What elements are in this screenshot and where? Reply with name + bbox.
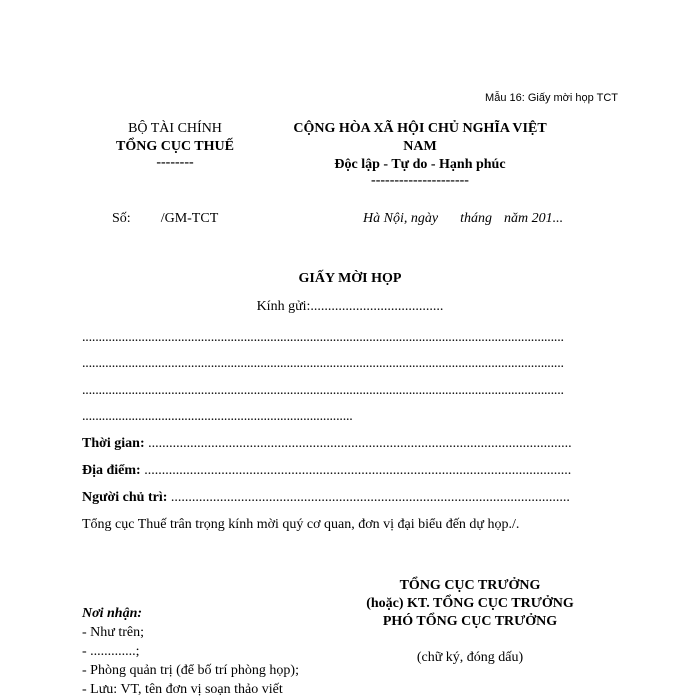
national-header	[280, 120, 560, 188]
location-field	[82, 463, 571, 479]
ministry-separator: --------	[156, 155, 194, 170]
blank-line: ..................................................................................	[82, 409, 353, 424]
chair-label: Người chủ trì:	[82, 490, 168, 505]
recipients-heading: Nơi nhận:	[82, 606, 143, 621]
location-label: Địa điểm:	[82, 463, 141, 478]
blank-line: ..................................................................................................................................................	[82, 383, 564, 398]
time-field	[82, 436, 572, 452]
signature-note: (chữ ký, đóng dấu)	[416, 650, 524, 665]
department-name: TỔNG CỤC THUẾ	[116, 139, 234, 154]
nation-name: CỘNG HÒA XÃ HỘI CHỦ NGHĨA VIỆT NAM	[293, 121, 547, 154]
signer-title-2: (hoặc) KT. TỔNG CỤC TRƯỞNG	[366, 596, 574, 611]
chair-value: ..................................................................................................................	[167, 490, 570, 505]
ministry-name: BỘ TÀI CHÍNH	[128, 121, 222, 136]
doc-number-label: Số:	[112, 211, 131, 226]
nation-motto: Độc lập - Tự do - Hạnh phúc	[334, 157, 506, 172]
recipients-list	[82, 604, 299, 699]
document-number	[112, 211, 218, 227]
list-item: - Lưu: VT, tên đơn vị soạn thảo viết	[82, 682, 283, 697]
ministry-block	[110, 120, 240, 170]
blank-line: ..................................................................................................................................................	[82, 356, 564, 371]
signer-title-1: TỔNG CỤC TRƯỞNG	[399, 578, 541, 593]
time-label: Thời gian:	[82, 436, 145, 451]
recipient-line: Kính gửi:......................................	[256, 299, 444, 314]
date-year: năm 201...	[503, 211, 564, 226]
doc-number-suffix: /GM-TCT	[160, 211, 219, 226]
list-item: - Phòng quản trị (để bố trí phòng họp);	[82, 663, 299, 678]
blank-line: ..................................................................................................................................................	[82, 330, 564, 345]
location-value: ..........................................................................................................................	[140, 463, 572, 478]
form-code: Mẫu 16: Giấy mời họp TCT	[485, 92, 618, 104]
document-title: GIẤY MỜI HỌP	[298, 271, 402, 286]
place-day: Hà Nội, ngày	[363, 211, 439, 226]
closing-sentence: Tổng cục Thuế trân trọng kính mời quý cơ quan, đơn vị đại biểu đến dự họp./.	[82, 517, 520, 532]
place-date	[363, 211, 563, 227]
list-item: - Như trên;	[82, 625, 145, 640]
signer-title-3: PHÓ TỔNG CỤC TRƯỞNG	[382, 614, 558, 629]
signature-block	[320, 577, 620, 631]
nation-separator: ---------------------	[371, 173, 469, 188]
time-value: .........................................................................................................................	[144, 436, 572, 451]
list-item: - .............;	[82, 644, 140, 659]
chair-field	[82, 490, 570, 506]
date-month: tháng	[460, 211, 492, 226]
